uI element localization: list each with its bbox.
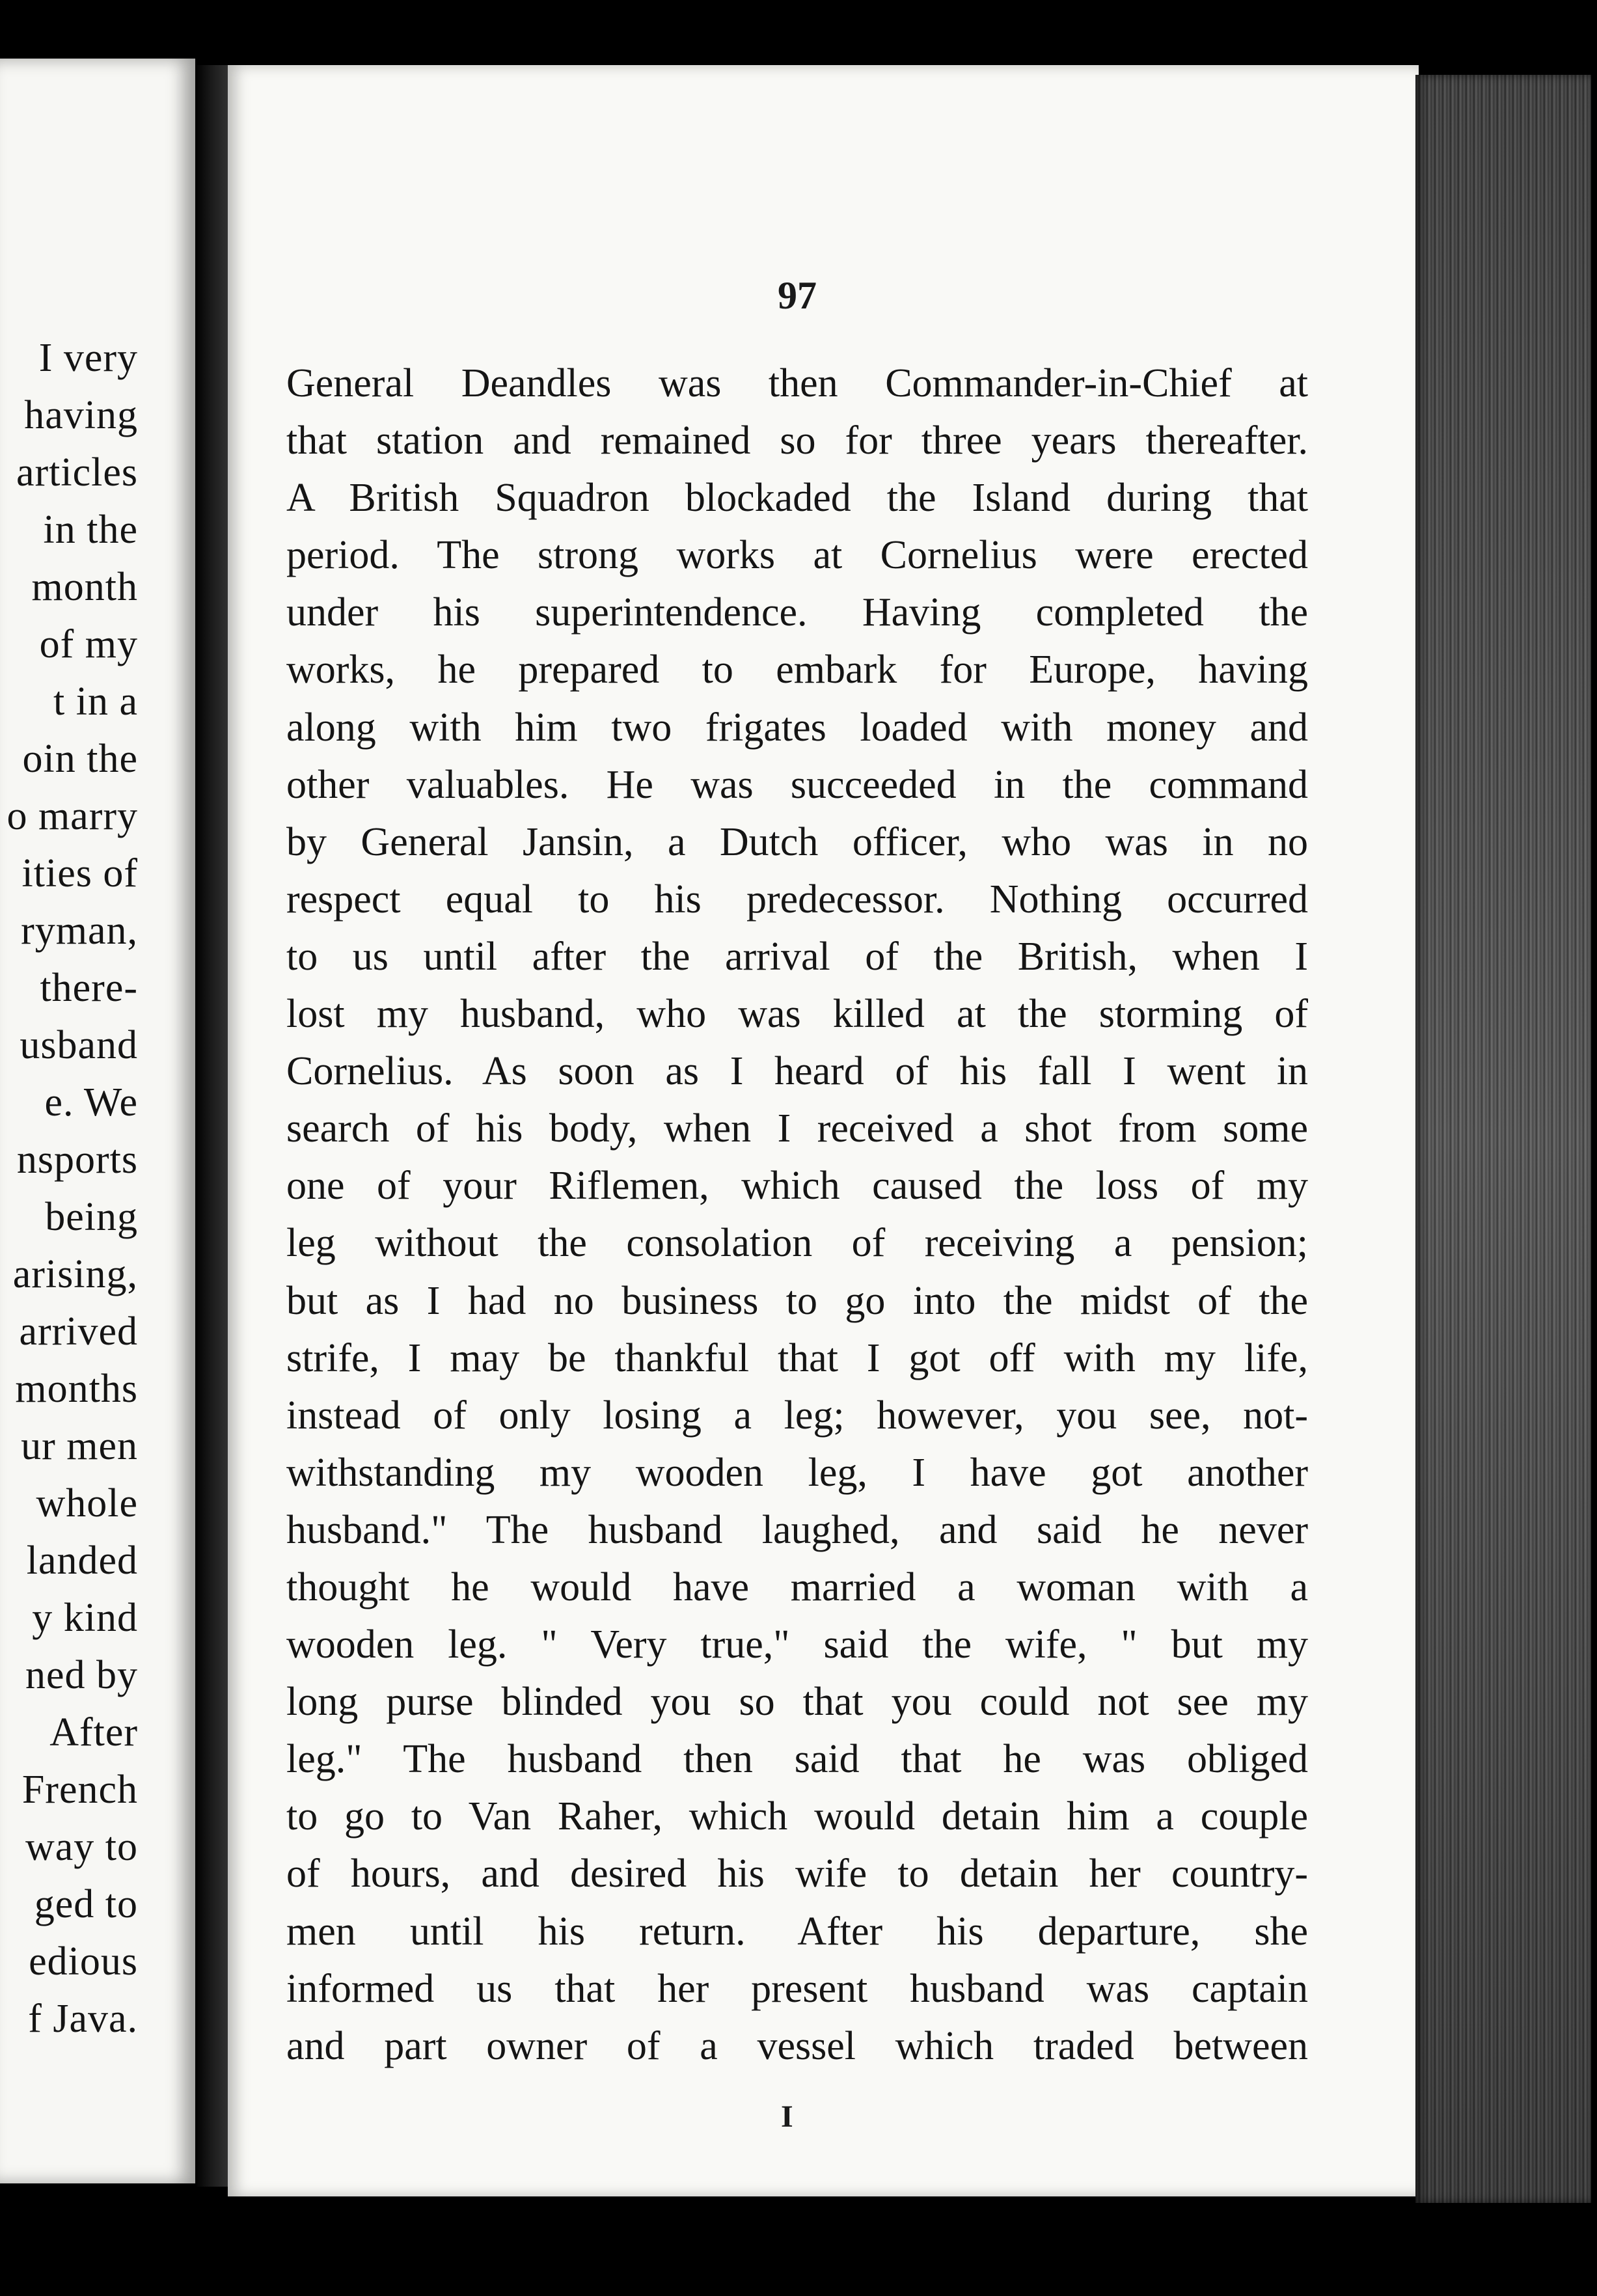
left-fragment: nsports [16,1138,138,1182]
left-fragment: way to [25,1825,138,1869]
left-fragment: ged to [34,1882,138,1926]
text-line: search of his body, when I received a shot from some [286,1106,1308,1151]
left-fragment: arrived [19,1309,138,1354]
left-fragment: edious [29,1939,138,1984]
text-line: strife, I may be thankful that I got off with my life, [286,1335,1308,1380]
text-line: period. The strong works at Cornelius were erected [286,533,1308,578]
left-fragment: month [31,565,138,609]
text-line: respect equal to his predecessor. Nothing occurred [286,877,1308,922]
left-fragment: in the [43,508,138,552]
left-fragment: articles [16,450,138,495]
text-line: lost my husband, who was killed at the storming of [286,992,1308,1037]
text-line: withstanding my wooden leg, I have got another [286,1450,1308,1495]
text-line: informed us that her present husband was captain [286,1966,1308,2011]
left-fragment: ryman, [21,909,138,953]
text-line: leg." The husband then said that he was obliged [286,1737,1308,1782]
text-line: by General Jansin, a Dutch officer, who was in no [286,819,1308,864]
left-fragment: ned by [25,1653,138,1697]
text-line: other valuables. He was succeeded in the command [286,762,1308,807]
text-line: under his superintendence. Having completed the [286,590,1308,635]
left-fragment: y kind [32,1596,138,1640]
left-fragment: f Java. [28,1997,138,2041]
left-fragment: After [49,1710,138,1755]
text-line: General Deandles was then Commander-in-Chief at [286,361,1308,405]
text-line: of hours, and desired his wife to detain her country- [286,1852,1308,1896]
text-line: instead of only losing a leg; however, you see, not- [286,1393,1308,1438]
text-line: wooden leg. " Very true," said the wife, " but my [286,1622,1308,1667]
text-line: and part owner of a vessel which traded between [286,2023,1308,2068]
left-fragment: ur men [21,1424,138,1468]
left-fragment: French [21,1768,138,1812]
page-body-text [286,355,1308,2075]
text-line: one of your Riflemen, which caused the loss of my [286,1164,1308,1209]
left-fragment: there- [40,966,138,1010]
text-line: A British Squadron blockaded the Island during that [286,476,1308,521]
text-line: along with him two frigates loaded with money and [286,705,1308,750]
left-fragment: e. We [44,1080,138,1125]
previous-page-edge [0,59,195,2183]
left-fragment: I very [38,336,138,380]
left-fragment: having [24,393,138,437]
text-line: leg without the consolation of receiving a pension; [286,1221,1308,1266]
left-fragment: t in a [53,679,138,724]
text-line: to us until after the arrival of the British, when I [286,934,1308,979]
text-line: long purse blinded you so that you could not see my [286,1680,1308,1725]
left-fragment: being [45,1195,138,1239]
text-line: thought he would have married a woman with a [286,1565,1308,1609]
text-line: works, he prepared to embark for Europe, having [286,648,1308,692]
left-fragment: arising, [12,1252,138,1296]
left-fragment: whole [36,1481,138,1525]
text-line: but as I had no business to go into the midst of the [286,1278,1308,1323]
left-fragment: o marry [7,794,138,838]
signature-mark: I [781,2099,793,2134]
text-line: that station and remained so for three years thereafter. [286,418,1308,463]
left-fragment: usband [20,1023,138,1067]
left-fragment: oin the [22,737,138,781]
page-number: 97 [778,274,817,317]
text-line: Cornelius. As soon as I heard of his fall I went in [286,1049,1308,1094]
fore-edge-shading [1415,75,1591,2203]
text-line: to go to Van Raher, which would detain him a couple [286,1794,1308,1839]
left-fragment: months [15,1367,138,1411]
left-fragment: ities of [21,851,138,895]
text-line: husband." The husband laughed, and said he never [286,1507,1308,1552]
left-fragment: landed [26,1538,138,1583]
left-fragment: of my [39,622,138,666]
text-line: men until his return. After his departure, she [286,1909,1308,1954]
